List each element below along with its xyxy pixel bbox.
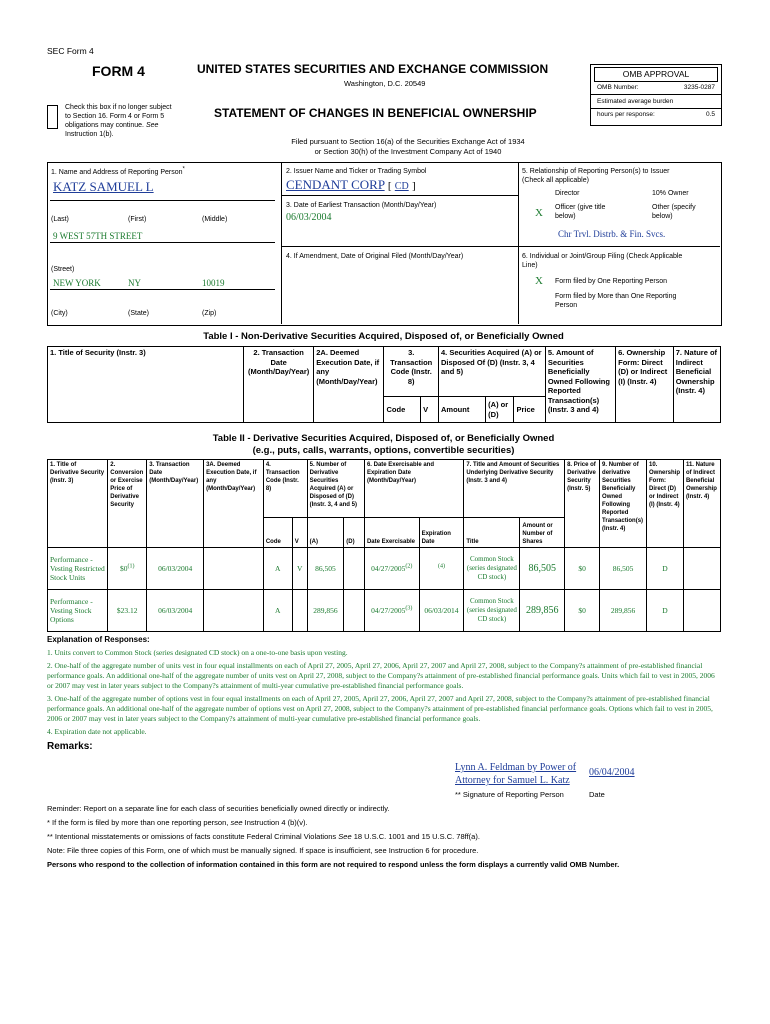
t2-r1-code: A xyxy=(263,590,292,632)
t1-h6: 6. Ownership Form: Direct (D) or Indirect (I) (Instr. 4) xyxy=(616,347,674,423)
t2-h11: 11. Nature of Indirect Beneficial Ownership (Instr. 4) xyxy=(683,460,720,548)
other-option[interactable]: Other (specify below) xyxy=(652,204,696,220)
t1-h2: 2. Transaction Date (Month/Day/Year) xyxy=(244,347,314,423)
t2-r1-exercisable: 04/27/2005$^{(3)}$ xyxy=(364,590,419,632)
table2-title: Table II - Derivative Securities Acquired, Disposed of, or Beneficially Owned (e.g., puts, calls, warrants, options, convertible securities) xyxy=(212,433,555,456)
t2-r1-shares: 289,856 xyxy=(520,590,565,632)
t2-r1-deriv-price: $0 xyxy=(565,590,600,632)
omb-burden-label: Estimated average burden xyxy=(597,98,674,105)
omb-notice: Persons who respond to the collection of information contained in this form are not required to respond unless the form displays a currently valid OMB Number. xyxy=(47,860,620,869)
footnote-star: * If the form is filed by more than one reporting person, see Instruction 4 (b)(v). xyxy=(47,818,308,827)
note-file-copies: Note: File three copies of this Form, one of which must be manually signed. If space is insufficient, see Instruction 6 for procedure. xyxy=(47,846,479,855)
no-longer-subject-checkbox[interactable] xyxy=(47,105,58,129)
reporting-person-name[interactable]: KATZ SAMUEL L xyxy=(53,179,154,194)
t2-amount-shares: Amount or Number of Shares xyxy=(520,518,565,548)
t2-r1-underlying-title: Common Stock (series designated CD stock) xyxy=(464,590,520,632)
t2-r0-deemed xyxy=(204,548,264,590)
checkbox-instructions: Check this box if no longer subject to Section 16. Form 4 or Form 5 obligations may continue. See Instruction 1(b). xyxy=(65,104,172,138)
box4-label: 4. If Amendment, Date of Original Filed (Month/Day/Year) xyxy=(286,253,464,260)
omb-title: OMB APPROVAL xyxy=(594,67,718,82)
t2-h7: 7. Title and Amount of Securities Underlying Derivative Security (Instr. 3 and 4) xyxy=(464,460,565,518)
form-number: FORM 4 xyxy=(92,63,145,79)
omb-hours-label: hours per response: xyxy=(597,111,655,118)
t2-r1-owned: 289,856 xyxy=(600,590,647,632)
earliest-transaction-date: 06/03/2004 xyxy=(286,212,332,223)
t2-r0-title: Performance - Vesting Restricted Stock Units xyxy=(48,548,108,590)
omb-number-label: OMB Number: xyxy=(597,84,639,91)
t2-r0-code: A xyxy=(263,548,292,590)
omb-number-value: 3235-0287 xyxy=(683,84,715,91)
t2-h9: 9. Number of derivative Securities Beneficially Owned Following Reported Transaction(s) (Instr. 4) xyxy=(600,460,647,548)
t2-r0-d xyxy=(344,548,365,590)
street-value: 9 WEST 57TH STREET xyxy=(53,231,143,241)
omb-hours-value: 0.5 xyxy=(705,111,715,118)
table-row xyxy=(48,548,721,590)
t1-h7: 7. Nature of Indirect Beneficial Ownership (Instr. 4) xyxy=(673,347,720,423)
director-option[interactable]: Director xyxy=(555,190,580,197)
t2-r0-date: 06/03/2004 xyxy=(147,548,204,590)
box3-label: 3. Date of Earliest Transaction (Month/Day/Year) xyxy=(286,202,437,209)
last-label: (Last) xyxy=(51,216,69,223)
t2-h10: 10. Ownership Form: Direct (D) or Indirect (I) (Instr. 4) xyxy=(646,460,683,548)
t2-r1-nature xyxy=(683,590,720,632)
officer-x-mark: X xyxy=(535,207,543,219)
t2-h3a: 3A. Deemed Execution Date, if any (Month/Day/Year) xyxy=(204,460,264,548)
t2-d: (D) xyxy=(344,518,365,548)
omb-approval-box xyxy=(590,64,722,126)
commission-location: Washington, D.C. 20549 xyxy=(344,79,426,88)
note-4: 4. Expiration date not applicable. xyxy=(47,727,147,736)
officer-option[interactable]: Officer (give title below) xyxy=(555,204,606,220)
one-person-x-mark: X xyxy=(535,275,543,287)
t1-h5: 5. Amount of Securities Beneficially Owned Following Reported Transaction(s) (Instr. 3 and 4) xyxy=(545,347,615,423)
t2-r0-owned: 86,505 xyxy=(600,548,647,590)
t2-exp: Expiration Date xyxy=(419,518,464,548)
box1-label: 1. Name and Address of Reporting Person* xyxy=(51,166,185,176)
t2-h8: 8. Price of Derivative Security (Instr. 5) xyxy=(565,460,600,548)
t1-h1: 1. Title of Security (Instr. 3) xyxy=(48,347,244,423)
explanation-title: Explanation of Responses: xyxy=(47,635,150,644)
multi-person-option[interactable]: Form filed by More than One Reporting Person xyxy=(555,293,677,309)
table2-derivative xyxy=(47,459,721,632)
t2-r1-title: Performance - Vesting Stock Options xyxy=(48,590,108,632)
signature-date: 06/04/2004 xyxy=(589,767,635,778)
sec-form-label: SEC Form 4 xyxy=(47,46,94,56)
middle-label: (Middle) xyxy=(202,216,228,223)
city-label: (City) xyxy=(51,310,68,317)
table1-non-derivative xyxy=(47,346,721,423)
t2-r0-a: 86,505 xyxy=(307,548,344,590)
statement-title: STATEMENT OF CHANGES IN BENEFICIAL OWNERSHIP xyxy=(214,106,537,120)
issuer-name[interactable]: CENDANT CORP [ CD ] xyxy=(286,177,416,192)
t2-r0-underlying-title: Common Stock (series designated CD stock) xyxy=(464,548,520,590)
remarks-title: Remarks: xyxy=(47,741,93,752)
t2-r1-d xyxy=(344,590,365,632)
signature-label: ** Signature of Reporting Person xyxy=(455,790,564,799)
t2-h3: 3. Transaction Date (Month/Day/Year) xyxy=(147,460,204,548)
t2-r0-expiration: (4) xyxy=(419,548,464,590)
first-label: (First) xyxy=(128,216,147,223)
t2-r0-exercisable: 04/27/2005$^{(2)}$ xyxy=(364,548,419,590)
t2-r0-deriv-price: $0 xyxy=(565,548,600,590)
t2-h6: 6. Date Exercisable and Expiration Date (Month/Day/Year) xyxy=(364,460,463,518)
state-value: NY xyxy=(128,278,141,288)
t1-h3: 3. Transaction Code (Instr. 8) xyxy=(384,347,439,397)
box6-label: 6. Individual or Joint/Group Filing (Check Applicable Line) xyxy=(522,253,683,269)
signature-name: Lynn A. Feldman by Power of Attorney for Samuel L. Katz xyxy=(455,762,577,786)
table1-title: Table I - Non-Derivative Securities Acquired, Disposed of, or Beneficially Owned xyxy=(203,331,564,342)
t1-price: Price xyxy=(514,397,545,423)
t1-h4: 4. Securities Acquired (A) or Disposed Of (D) (Instr. 3, 4 and 5) xyxy=(438,347,545,397)
reminder-text: Reminder: Report on a separate line for each class of securities beneficially owned directly or indirectly. xyxy=(47,804,390,813)
table-row xyxy=(48,590,721,632)
box2-label: 2. Issuer Name and Ticker or Trading Symbol xyxy=(286,168,427,175)
t2-r0-price: $0$^{(1)}$ xyxy=(108,548,147,590)
t2-r1-form: D xyxy=(646,590,683,632)
t2-code: Code xyxy=(263,518,292,548)
t2-date-ex: Date Exercisable xyxy=(364,518,419,548)
zip-label: (Zip) xyxy=(202,310,217,317)
explanation-notes xyxy=(47,648,719,737)
t1-code: Code xyxy=(384,397,421,423)
t2-h5: 5. Number of Derivative Securities Acquired (A) or Disposed of (D) (Instr. 3, 4 and 5) xyxy=(307,460,364,518)
box5-label: 5. Relationship of Reporting Person(s) to Issuer (Check all applicable) xyxy=(522,168,670,184)
t2-h4: 4. Transaction Code (Instr. 8) xyxy=(263,460,307,518)
t2-title: Title xyxy=(464,518,520,548)
t2-a: (A) xyxy=(307,518,344,548)
ten-percent-owner-option[interactable]: 10% Owner xyxy=(652,190,689,197)
t2-r1-date: 06/03/2004 xyxy=(147,590,204,632)
t2-r0-v: V xyxy=(292,548,307,590)
t2-r0-form: D xyxy=(646,548,683,590)
note-3: 3. One-half of the aggregate number of options vest in four equal installments on each of April 27, 2005, April 27, 2006, April 27, 2007 and April 27, 2008, subject to the Company?s attainment of pre-established financial performance goals. An additional one-half of the aggregate number of options vest on April 27, 2008, subject to the Company?s attainment of pre-established financial performance goals. Options which fail to vest in 2005, 2006 or 2007 may vest in later years subject to the Company?s attainment of multi-year cumulative pre-established financial performance goals. xyxy=(47,694,713,723)
t2-r1-v xyxy=(292,590,307,632)
filed-pursuant: Filed pursuant to Section 16(a) of the Securities Exchange Act of 1934 or Section 30(h) of the Investment Company Act of 1940 xyxy=(291,137,525,156)
zip-value: 10019 xyxy=(202,278,225,288)
street-label: (Street) xyxy=(51,266,75,273)
t2-r0-shares: 86,505 xyxy=(520,548,565,590)
t2-r1-expiration: 06/03/2014 xyxy=(419,590,464,632)
t2-h1: 1. Title of Derivative Security (Instr. 3) xyxy=(48,460,108,548)
t2-r1-price: $23.12 xyxy=(108,590,147,632)
one-person-option[interactable]: Form filed by One Reporting Person xyxy=(555,278,668,285)
t2-h2: 2. Conversion or Exercise Price of Derivative Security xyxy=(108,460,147,548)
t1-aord: (A) or (D) xyxy=(486,397,514,423)
t2-r0-nature xyxy=(683,548,720,590)
t2-v: V xyxy=(292,518,307,548)
officer-title: Chr Trvl. Distrb. & Fin. Svcs. xyxy=(558,229,666,239)
t2-r1-a: 289,856 xyxy=(307,590,344,632)
t1-h2a: 2A. Deemed Execution Date, if any (Month/Day/Year) xyxy=(314,347,384,423)
city-value: NEW YORK xyxy=(53,278,101,288)
commission-title: UNITED STATES SECURITIES AND EXCHANGE COMMISSION xyxy=(197,62,549,76)
date-label: Date xyxy=(589,790,605,799)
t1-amount: Amount xyxy=(438,397,485,423)
state-label: (State) xyxy=(128,310,150,317)
note-1: 1. Units convert to Common Stock (series designated CD stock) on a one-to-one basis upon vesting. xyxy=(47,648,348,657)
t2-r1-deemed xyxy=(204,590,264,632)
note-2: 2. One-half of the aggregate number of units vest in four equal installments on each of April 27, 2005, April 27, 2006, April 27, 2007 and April 27, 2008, subject to the Company?s attainment of pre-established financial performance goals. An additional one-half of the aggregate number of units vest on April 27, 2008, subject to the Company?s attainment of pre-established financial performance goals. Units which fail to vest in 2005, 2006 or 2007 may vest in later years subject to the Company?s attainment of multi-year cumulative pre-established financial performance goals. xyxy=(47,661,715,690)
t1-v: V xyxy=(421,397,439,423)
footnote-double-star: ** Intentional misstatements or omissions of facts constitute Federal Criminal Violations See 18 U.S.C. 1001 and 15 U.S.C. 78ff(a). xyxy=(47,832,480,841)
